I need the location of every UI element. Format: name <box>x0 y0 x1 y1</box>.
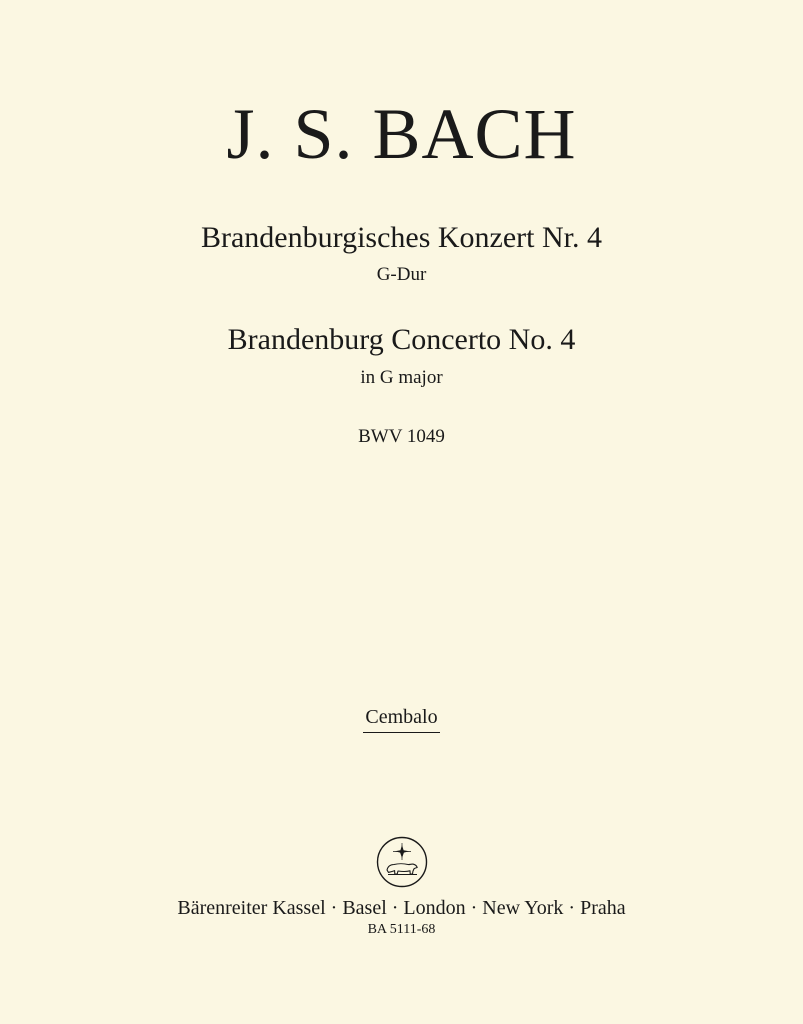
title-english: Brandenburg Concerto No. 4 <box>227 323 576 356</box>
edition-number: BA 5111-68 <box>367 922 436 937</box>
catalog-number: BWV 1049 <box>358 426 445 447</box>
instrument-label: Cembalo <box>363 705 439 733</box>
key-german: G-Dur <box>376 264 427 285</box>
instrument-part <box>0 705 803 733</box>
title-german: Brandenburgisches Konzert Nr. 4 <box>200 221 602 254</box>
key-english: in G major <box>360 367 443 388</box>
publisher-line: Bärenreiter Kassel · Basel · London · New York · Praha <box>177 897 626 919</box>
composer-name: J. S. BACH <box>226 94 577 174</box>
baerenreiter-bear-emblem-icon <box>376 836 428 888</box>
